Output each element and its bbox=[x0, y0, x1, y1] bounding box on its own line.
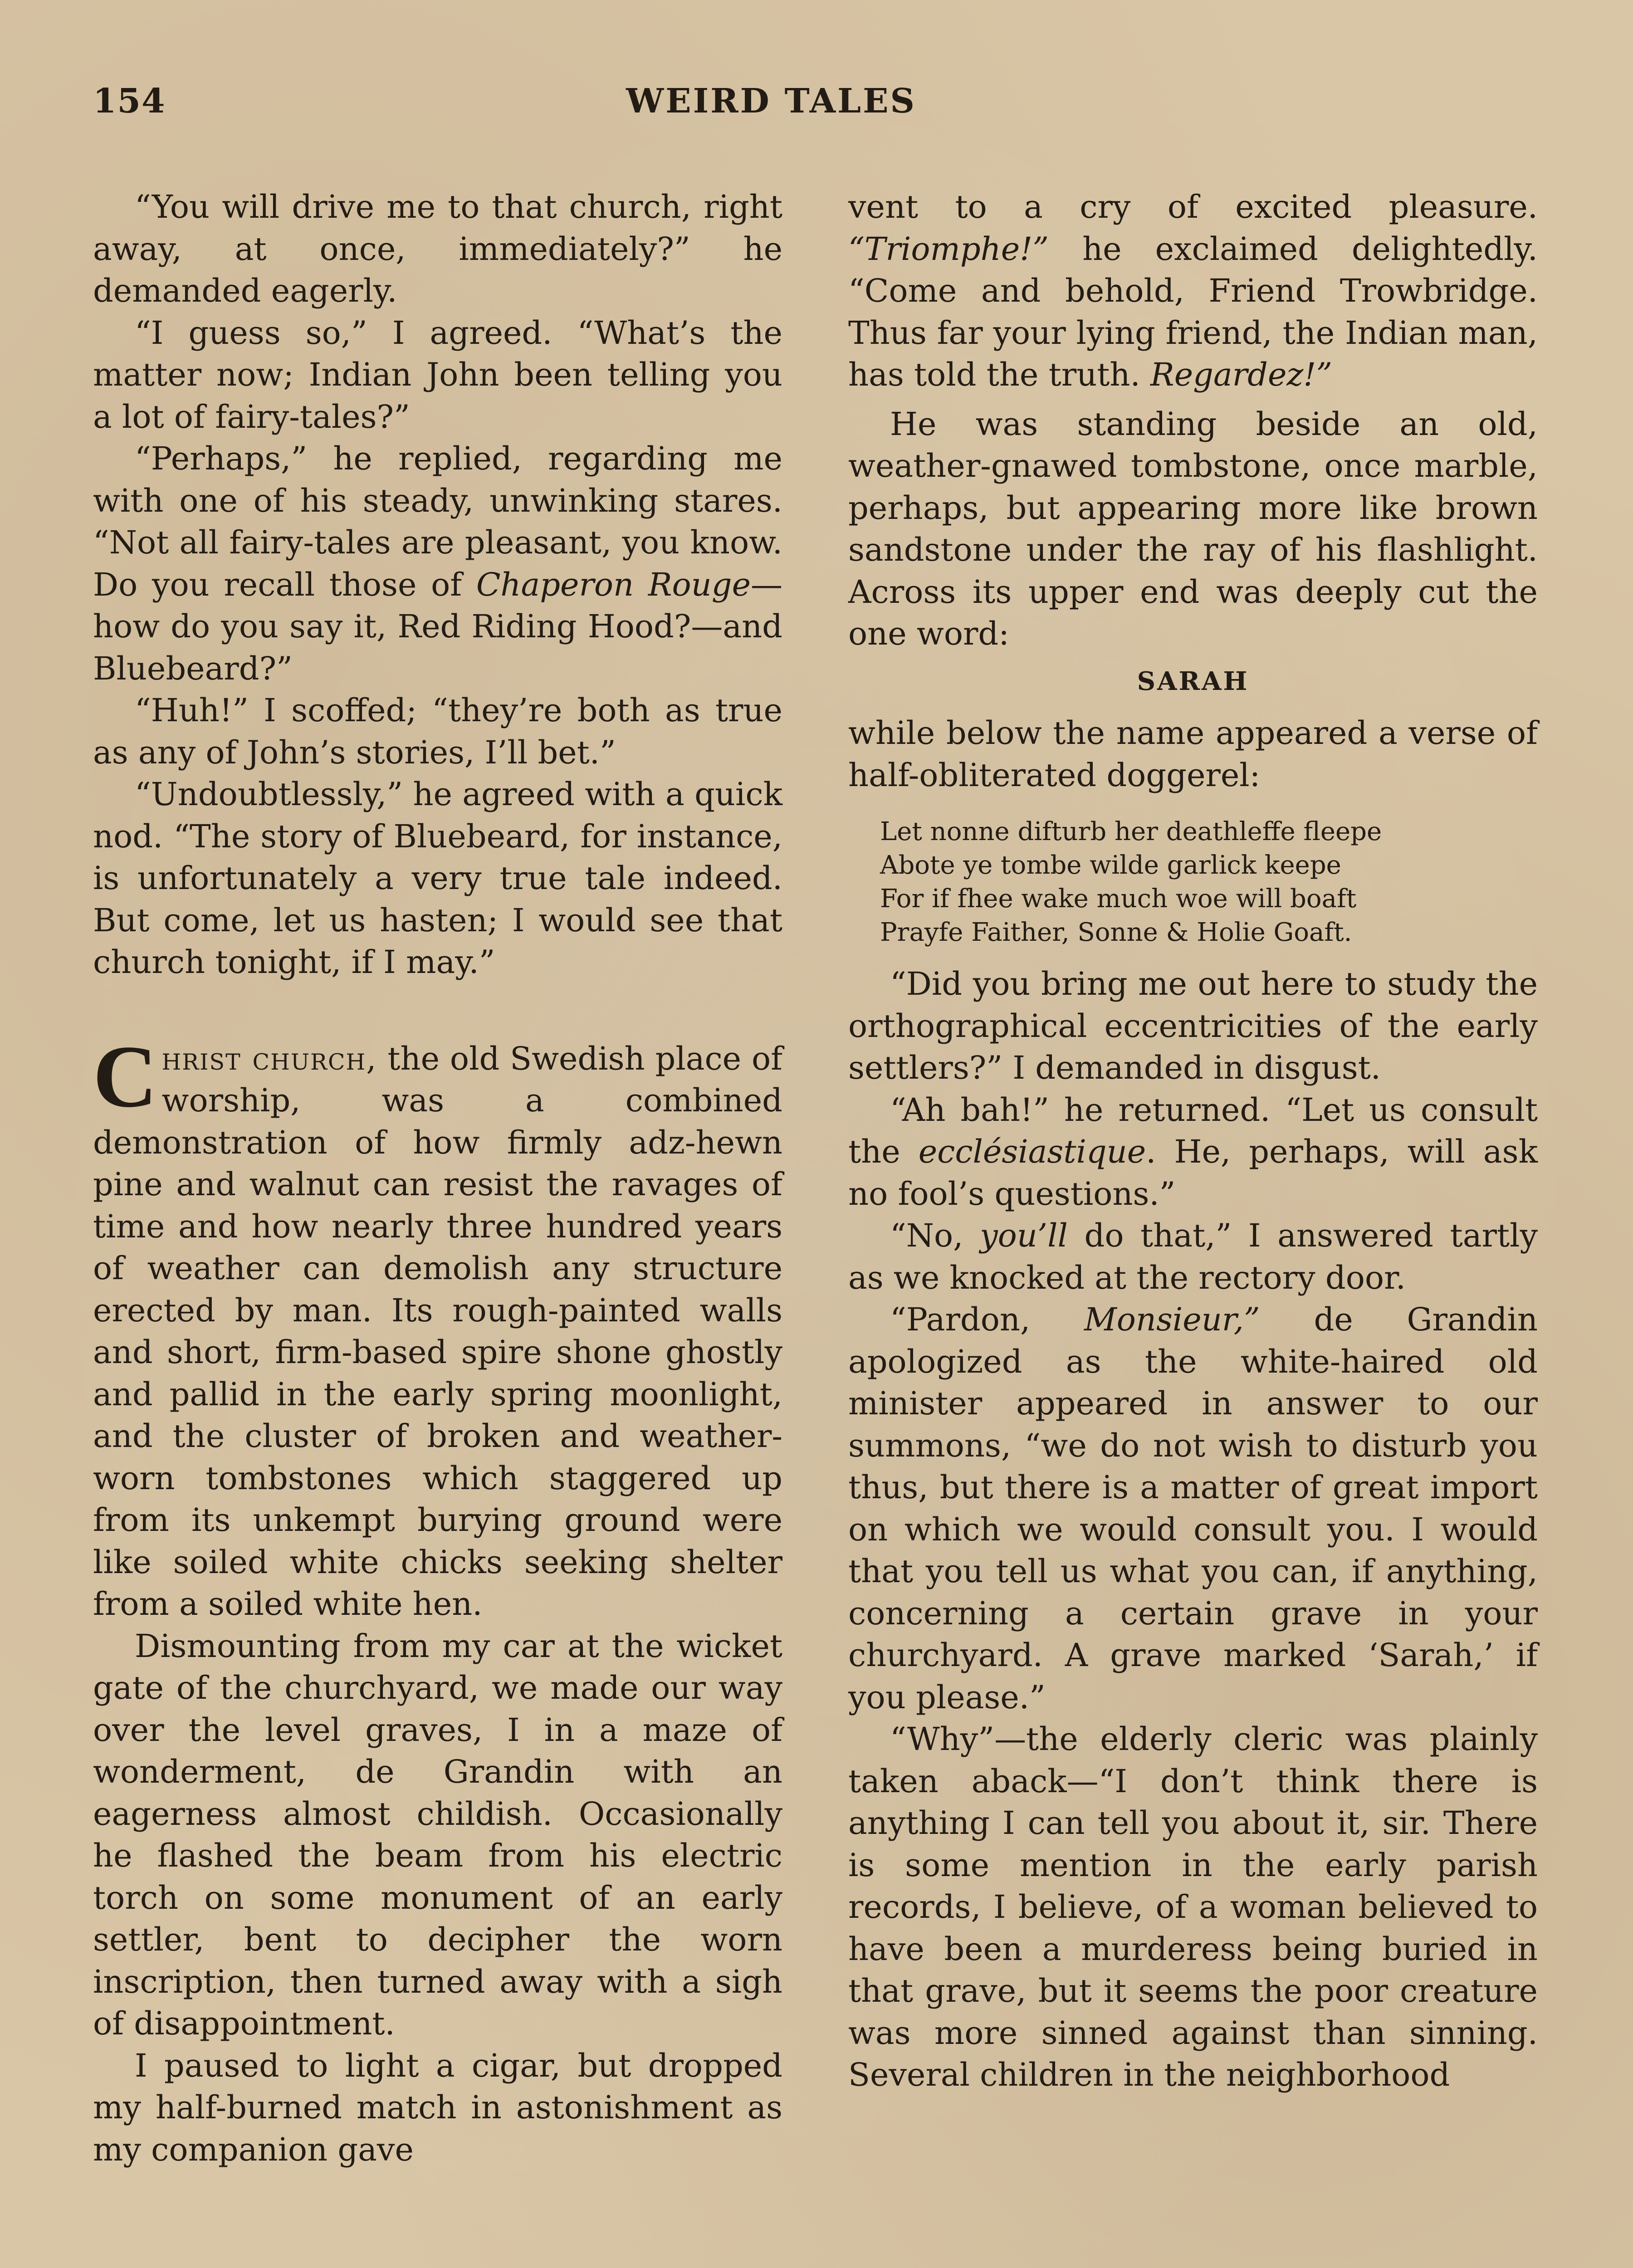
text-run: he exclaimed delightedly. “Come and behold, Friend Trowbridge. Thus far your lying friend, the Indian man, has told the truth. bbox=[848, 230, 1538, 393]
paragraph bbox=[848, 1089, 1538, 1215]
text-run: de Grandin apologized as the white-haired old minister appeared in answer to our summons, “we do not wish to disturb you thus, but there is a matter of great import on which we would consult you. I would that you tell us what you can, if anything, concerning a certain grave in your churchyard. A grave marked ‘Sarah,’ if you please.” bbox=[848, 1301, 1538, 1716]
italic-text: Regardez!” bbox=[1150, 356, 1333, 393]
paragraph bbox=[848, 1215, 1538, 1299]
paragraph: “Why”—the elderly cleric was plainly taken aback—“I don’t think there is anything I can tell you about it, sir. There is some mention in the early parish records, I believe, of a woman believed to have been a murderess being buried in that grave, but it seems the poor creature was more sinned against than sinning. Several children in the neighborhood bbox=[848, 1721, 1538, 2093]
paragraph bbox=[93, 438, 782, 689]
drop-cap: C bbox=[93, 1027, 157, 1126]
small-caps-lead: hrist church, bbox=[161, 1040, 377, 1077]
right-column bbox=[848, 186, 1538, 2096]
paragraph: I paused to light a cigar, but dropped my half-burned match in astonishment as my companion gave bbox=[93, 2047, 782, 2168]
verse-line: Abote ye tombe wilde garlick keepe bbox=[880, 850, 1341, 880]
italic-text: Chaperon Rouge bbox=[476, 566, 751, 603]
verse-line: For if fhee wake much woe will boaft bbox=[880, 884, 1357, 914]
text-run: “Perhaps,” he replied, regarding me with one of his steady, unwinking stares. “Not all fairy-tales are pleasant, you know. Do you recall those of bbox=[93, 440, 782, 603]
italic-text: Monsieur,” bbox=[1084, 1301, 1260, 1338]
text-run: “Pardon, bbox=[890, 1301, 1085, 1338]
italic-text: “Triomphe!” bbox=[848, 230, 1049, 268]
paragraph: “Huh!” I scoffed; “they’re both as true as any of John’s stories, I’ll bet.” bbox=[93, 692, 782, 771]
paragraph: “Undoubtlessly,” he agreed with a quick nod. “The story of Bluebeard, for instance, is unfortunately a very true tale indeed. But come, let us hasten; I would see that church tonight, if I may.” bbox=[93, 776, 782, 981]
paragraph: “You will drive me to that church, right away, at once, immediately?” he demanded eagerly. bbox=[93, 188, 782, 309]
paragraph: He was standing beside an old, weather-gnawed tombstone, once marble, perhaps, but appearing more like brown sandstone under the ray of his flashlight. Across its upper end was deeply cut the one word: bbox=[848, 405, 1538, 652]
tombstone-name: SARAH bbox=[1137, 666, 1249, 696]
paragraph bbox=[848, 186, 1538, 396]
italic-text: ecclésiastique bbox=[918, 1133, 1146, 1170]
text-run: do that,” I answered tartly as we knocked at the rectory door. bbox=[848, 1217, 1538, 1296]
verse-line: Let nonne difturb her deathleffe fleepe bbox=[880, 817, 1382, 846]
text-run: the old Swedish place of worship, was a combined demonstration of how firmly adz-hewn pine and walnut can resist the ravages of time and how nearly three hundred years of weather can demolish any structure erected by man. Its rough-painted walls and short, firm-based spire shone ghostly and pallid in the early spring moonlight, and the cluster of broken and weather-worn tombstones which staggered up from its unkempt burying ground were like soiled white chicks seeking shelter from a soiled white hen. bbox=[93, 1040, 782, 1623]
italic-text: you’ll bbox=[980, 1217, 1068, 1254]
paragraph: while below the name appeared a verse of half-obliterated doggerel: bbox=[848, 714, 1538, 794]
text-run: vent to a cry of excited pleasure. bbox=[848, 188, 1538, 225]
text-run: “Ah bah!” he returned. “Let us consult the bbox=[848, 1091, 1538, 1170]
running-title: WEIRD TALES bbox=[626, 82, 916, 121]
left-column bbox=[93, 186, 782, 2170]
text-run: “No, bbox=[890, 1217, 980, 1254]
page-number: 154 bbox=[93, 82, 166, 121]
verse-line: Prayfe Faither, Sonne & Holie Goaft. bbox=[880, 918, 1352, 947]
paragraph: “Did you bring me out here to study the orthographical eccentricities of the early settlers?” I demanded in disgust. bbox=[848, 965, 1538, 1086]
paragraph bbox=[848, 1299, 1538, 1718]
text-run: —how do you say it, Red Riding Hood?—and Bluebeard?” bbox=[93, 566, 782, 687]
paragraph: “I guess so,” I agreed. “What’s the matter now; Indian John been telling you a lot of fairy-tales?” bbox=[93, 314, 782, 435]
text-run: . He, perhaps, will ask no fool’s questions.” bbox=[848, 1133, 1538, 1212]
paragraph: Dismounting from my car at the wicket gate of the churchyard, we made our way over the level graves, I in a maze of wonderment, de Grandin with an eagerness almost childish. Occasionally he flashed the beam from his electric torch on some monument of an early settler, bent to decipher the worn inscription, then turned away with a sigh of disappointment. bbox=[93, 1627, 782, 2042]
epitaph-verse bbox=[880, 815, 1538, 949]
section-opening-paragraph bbox=[93, 1027, 782, 1625]
